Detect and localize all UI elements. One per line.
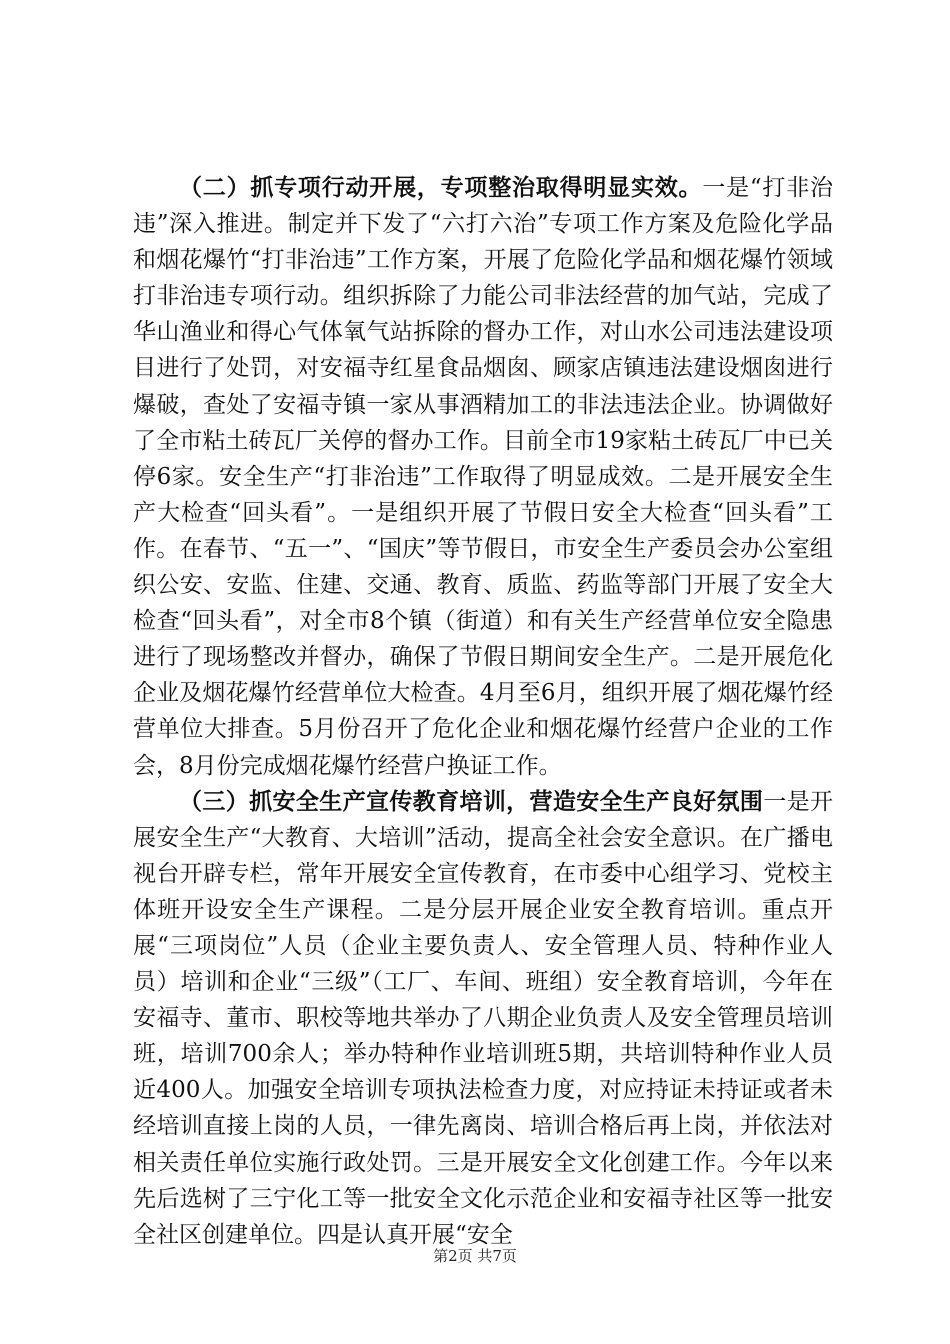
paragraph-heading: （三）抓安全生产宣传教育培训，营造安全生产良好氛围 [179, 787, 764, 815]
paragraph-special-campaign [133, 170, 833, 784]
paragraph-text: 一是“打非治违”深入推进。制定并下发了“六打六治”专项工作方案及危险化学品和烟花爆竹“打非治违”工作方案，开展了危险化学品和烟花爆竹领域打非治违专项行动。组织拆除了力能公司非法经营的加气站，完成了华山渔业和得心气体氧气站拆除的督办工作，对山水公司违法建设项目进行了处罚，对安福寺红星食品烟囱、顾家店镇违法建设烟囱进行爆破，查处了安福寺镇一家从事酒精加工的非法违法企业。协调做好了全市粘土砖瓦厂关停的督办工作。目前全市19家粘土砖瓦厂中已关停6家。安全生产“打非治违”工作取得了明显成效。二是开展安全生产大检查“回头看”。一是组织开展了节假日安全大检查“回头看”工作。在春节、“五一”、“国庆”等节假日，市安全生产委员会办公室组织公安、安监、住建、交通、教育、质监、药监等部门开展了安全大检查“回头看”，对全市8个镇（街道）和有关生产经营单位安全隐患进行了现场整改并督办，确保了节假日期间安全生产。二是开展危化企业及烟花爆竹经营单位大检查。4月至6月，组织开展了烟花爆竹经营单位大排查。5月份召开了危化企业和烟花爆竹经营户企业的工作会，8月份完成烟花爆竹经营户换证工作。 [133, 175, 834, 779]
paragraph-heading: （二）抓专项行动开展，专项整治取得明显实效。 [179, 174, 703, 201]
paragraph-text: 一是开展安全生产“大教育、大培训”活动，提高全社会安全意识。在广播电视台开辟专栏，常年开展安全宣传教育，在市委中心组学习、党校主体班开设安全生产课程。二是分层开展企业安全教育培训。重点开展“三项岗位”人员（企业主要负责人、安全管理人员、特种作业人员）培训和企业“三级”（工厂、车间、班组）安全教育培训，今年在安福寺、董市、职校等地共举办了八期企业负责人及安全管理员培训班，培训700余人；举办特种作业培训班5期，共培训特种作业人员近400人。加强安全培训专项执法检查力度，对应持证未持证或者未经培训直接上岗的人员，一律先离岗、培训合格后再上岗，并依法对相关责任单位实施行政处罚。三是开展安全文化创建工作。今年以来先后选树了三宁化工等一批安全文化示范企业和安福寺社区等一批安全社区创建单位。四是认真开展“安全 [133, 788, 834, 1248]
page-number-footer: 第2页 共7页 [433, 1247, 517, 1265]
document-body [133, 170, 833, 1253]
paragraph-safety-education [133, 784, 833, 1253]
